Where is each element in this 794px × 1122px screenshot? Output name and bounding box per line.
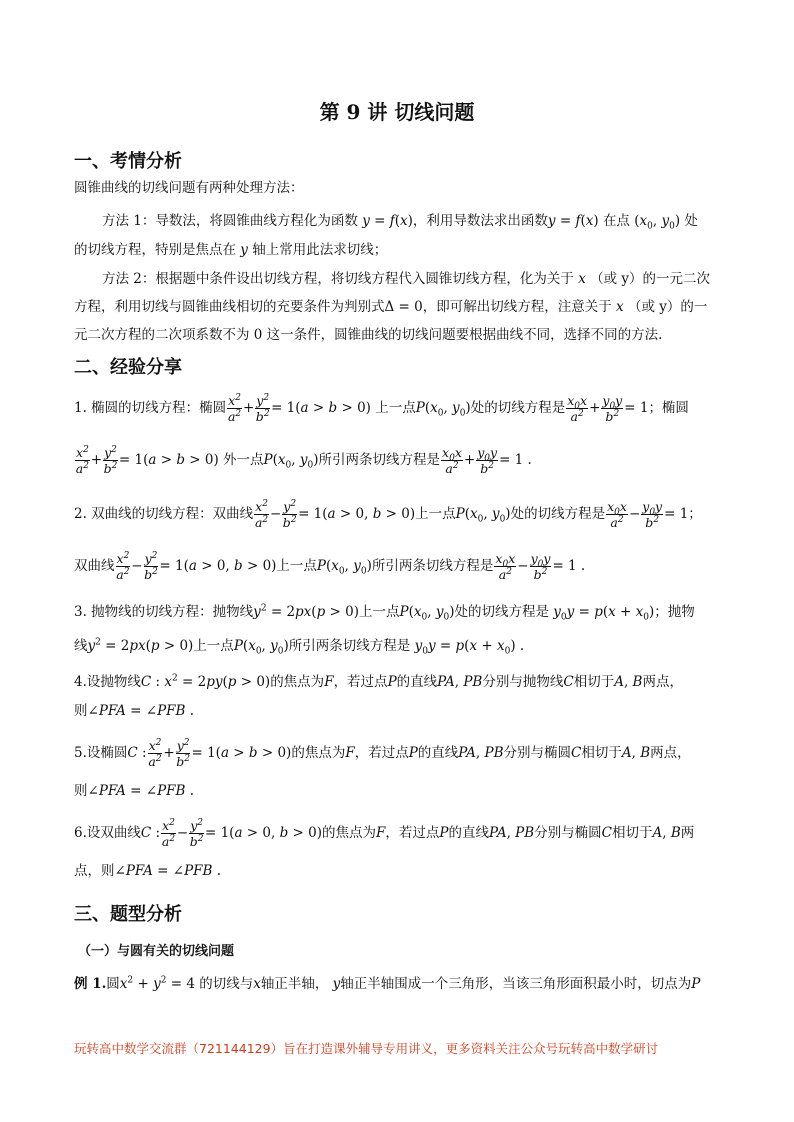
- paragraph-method2-line1: 方法 2：根据题中条件设出切线方程，将切线方程代入圆锥切线方程，化为关于 x （或 y）的一元二次: [102, 271, 711, 287]
- page-title: 第 9 讲 切线问题: [319, 100, 475, 124]
- item-3-line2: 线$y^2 = 2px(p > 0)$上一点$P(x_0$, $y_0$)所引两条切线方程是 $y_0y = p(x + x_0)$ .: [74, 637, 525, 657]
- paragraph-method1-line1: 方法 1：导数法，将圆锥曲线方程化为函数 y = f(x)，利用导数法求出函数y = f(x) 在点 ($x_0$, $y_0$) 处: [102, 213, 698, 232]
- item-6-line2: 点，则∠PFA = ∠PFB .: [74, 863, 222, 879]
- section-heading-problem-analysis: 三、题型分析: [74, 904, 182, 925]
- item-6-line1: 6.设双曲线C : $\frac{x^2}{a^2}$ − $\frac{y^2}{b^2}$ = 1(a > 0, b > 0)的焦点为F，若过点P的直线PA, PB分别与椭圆C相切于A, B两: [74, 817, 695, 849]
- section-heading-experience: 二、经验分享: [74, 357, 182, 378]
- paragraph-method1-line2: 的切线方程，特别是焦点在 y 轴上常用此法求切线；: [74, 242, 388, 258]
- subsection-heading-circle-tangent: （一）与圆有关的切线问题: [78, 944, 235, 959]
- item-2-line2: 双曲线 $\frac{x^2}{a^2}$ − $\frac{y^2}{b^2}$ = 1(a > 0, b > 0)上一点$P(x_0$, $y_0$)所引两条切线方程是 $\frac{x_0x}{a^2}$ − $\frac{y_0y}{b^2}$ = 1 .: [74, 550, 586, 582]
- item-5-line2: 则∠PFA = ∠PFB .: [74, 783, 195, 799]
- item-4-line1: 4.设抛物线C : $x^2 = 2py(p > 0)$的焦点为F，若过点P的直线PA, PB分别与抛物线C相切于A, B两点，: [74, 673, 683, 690]
- paragraph-method2-line2: 方程，利用切线与圆锥曲线相切的充要条件为判别式Δ = 0，即可解出切线方程，注意关于 x （或 y）的一: [74, 299, 708, 315]
- paragraph-method2-line3: 元二次方程的二次项系数不为 0 这一条件，圆锥曲线的切线问题要根据曲线不同，选择不同的方法.: [74, 327, 663, 343]
- example-label: 例 1.: [74, 976, 107, 992]
- item-3-line1: 3. 抛物线的切线方程：抛物线$y^2 = 2px(p > 0)$上一点$P(x_0$, $y_0$)处的切线方程是 $y_0y = p(x + x_0)$；抛物: [74, 603, 695, 623]
- section-heading-analysis: 一、考情分析: [74, 151, 182, 172]
- item-5-line1: 5.设椭圆C : $\frac{x^2}{a^2}$ + $\frac{y^2}{b^2}$ = 1(a > b > 0)的焦点为F，若过点P的直线PA, PB分别与椭圆C相切于A, B两点，: [74, 737, 691, 769]
- paragraph-intro: 圆锥曲线的切线问题有两种处理方法：: [74, 180, 304, 196]
- item-1-line2: $\frac{x^2}{a^2}$ + $\frac{y^2}{b^2}$ = 1(a > b > 0) 外一点$P(x_0$, $y_0$)所引两条切线方程是 $\frac{x_0x}{a^2}$ + $\frac{y_0y}{b^2}$ = 1 .: [75, 444, 532, 476]
- footer-promo-text: 玩转高中数学交流群（721144129）旨在打造课外辅导专用讲义，更多资料关注公众号玩转高中数学研讨: [74, 1041, 659, 1056]
- item-2-line1: 2. 双曲线的切线方程：双曲线 $\frac{x^2}{a^2}$ − $\frac{y^2}{b^2}$ = 1(a > 0, b > 0)上一点$P(x_0$, $y_0$)处的切线方程是 $\frac{x_0x}{a^2}$ − $\frac{y_0y}{b^2}$ = 1；: [74, 498, 702, 530]
- example-1-line1: 例 1.圆$x^2 + y^2 = 4$ 的切线与x轴正半轴， y轴正半轴围成一个三角形，当该三角形面积最小时，切点为P: [74, 975, 701, 992]
- item-1-line1: 1. 椭圆的切线方程：椭圆 $\frac{x^2}{a^2}$ + $\frac{y^2}{b^2}$ = 1(a > b > 0) 上一点$P(x_0$, $y_0$)处的切线方程是 $\frac{x_0x}{a^2}$ + $\frac{y_0y}{b^2}$ = 1；椭圆: [74, 392, 689, 424]
- item-4-line2: 则∠PFA = ∠PFB .: [74, 703, 195, 719]
